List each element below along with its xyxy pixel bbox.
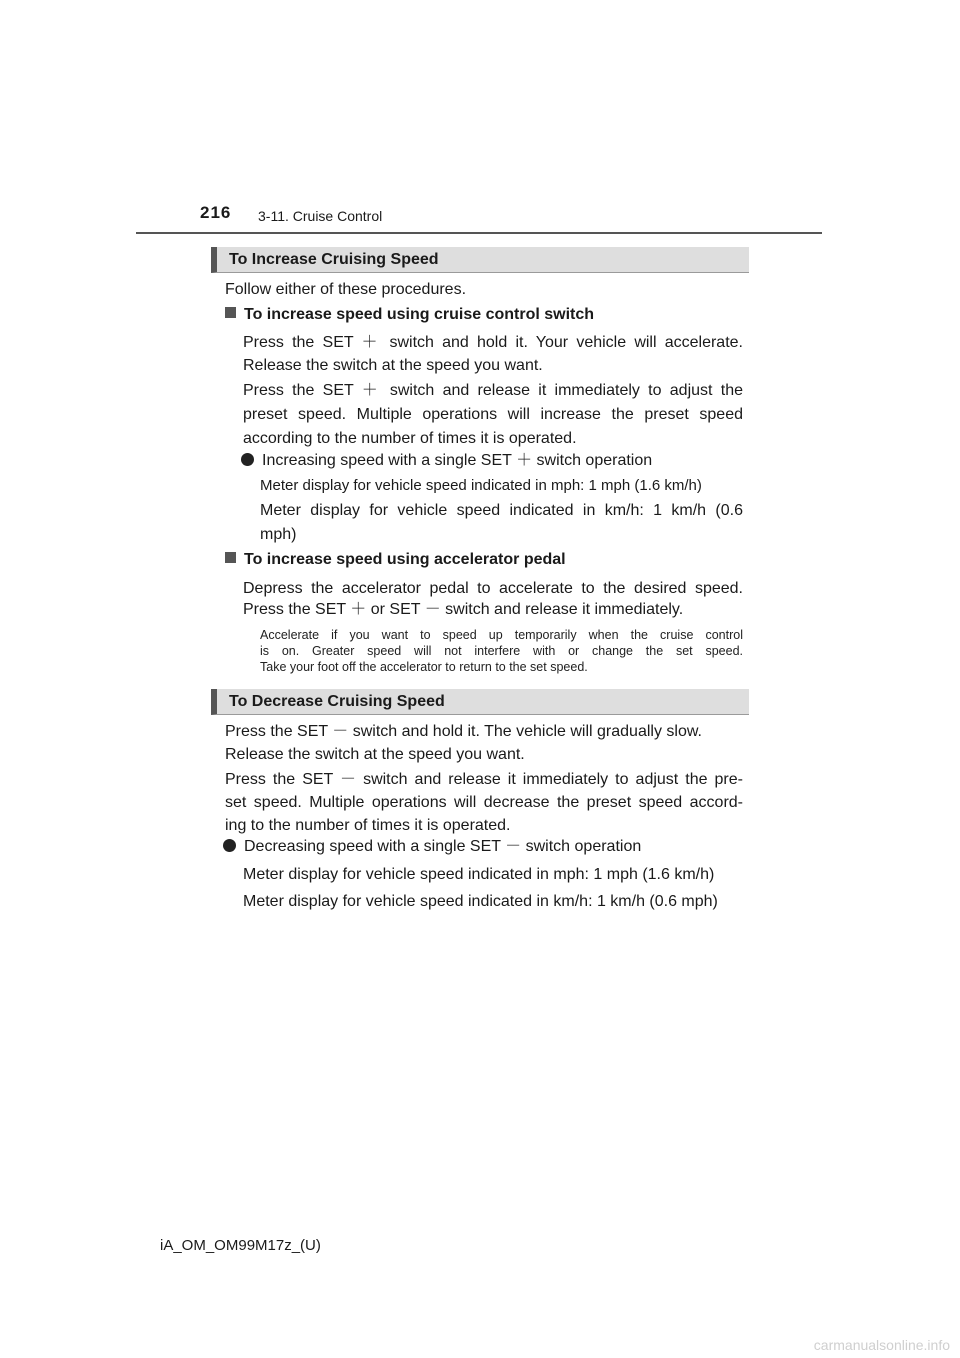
square-bullet-icon [225, 552, 236, 563]
increase-heading-bar [211, 247, 749, 273]
note-line3: Take your foot off the accelerator to return to the set speed. [260, 660, 588, 674]
switch-p2-line2: preset speed. Multiple operations will increase the preset speed [243, 406, 743, 423]
decrease-p1-line1: Press the SET － switch and hold it. The vehicle will gradually slow. [225, 723, 702, 740]
switch-subheading: To increase speed using cruise control switch [225, 303, 594, 327]
round-bullet-icon [223, 839, 236, 852]
increase-intro: Follow either of these procedures. [225, 281, 467, 298]
pedal-line2: Press the SET ＋ or SET － switch and release it immediately. [243, 601, 684, 618]
switch-p2-line1: Press the SET ＋ switch and release it immediately to adjust the [243, 382, 743, 399]
increase-bullet-item: Increasing speed with a single SET ＋ switch operation [241, 449, 652, 473]
decrease-p2-line1: Press the SET － switch and release it immediately to adjust the pre- [225, 771, 743, 788]
increase-heading: To Increase Cruising Speed [229, 251, 439, 268]
switch-p1-line1: Press the SET ＋ switch and hold it. Your vehicle will accelerate. [243, 334, 743, 351]
switch-p2-line3: according to the number of times it is operated. [243, 430, 577, 447]
document-code: iA_OM_OM99M17z_(U) [160, 1237, 321, 1254]
increase-kmh-line1: Meter display for vehicle speed indicated in km/h: 1 km/h (0.6 [260, 502, 743, 519]
decrease-heading-bar [211, 689, 749, 715]
pedal-line1: Depress the accelerator pedal to accelerate to the desired speed. [243, 580, 743, 597]
square-bullet-icon [225, 307, 236, 318]
section-title: 3-11. Cruise Control [258, 208, 383, 224]
round-bullet-icon [241, 453, 254, 466]
decrease-p1-line2: Release the switch at the speed you want. [225, 746, 525, 763]
header-rule [136, 232, 822, 234]
pedal-subheading: To increase speed using accelerator pedal [225, 548, 566, 572]
note-line1: Accelerate if you want to speed up temporarily when the cruise control [260, 628, 743, 642]
decrease-kmh-line: Meter display for vehicle speed indicated in km/h: 1 km/h (0.6 mph) [243, 893, 718, 910]
page-number: 216 [200, 203, 232, 222]
note-line2: is on. Greater speed will not interfere with or change the set speed. [260, 644, 743, 658]
decrease-p2-line2: set speed. Multiple operations will decrease the preset speed accord- [225, 794, 743, 811]
decrease-heading: To Decrease Cruising Speed [229, 693, 445, 710]
watermark: carmanualsonline.info [813, 1337, 950, 1353]
decrease-p2-line3: ing to the number of times it is operated. [225, 817, 511, 834]
increase-kmh-line2: mph) [260, 526, 297, 543]
decrease-mph-line: Meter display for vehicle speed indicated in mph: 1 mph (1.6 km/h) [243, 866, 715, 883]
switch-p1-line2: Release the switch at the speed you want. [243, 357, 543, 374]
increase-mph-line: Meter display for vehicle speed indicated in mph: 1 mph (1.6 km/h) [260, 477, 702, 494]
decrease-bullet-item: Decreasing speed with a single SET － switch operation [223, 835, 641, 859]
